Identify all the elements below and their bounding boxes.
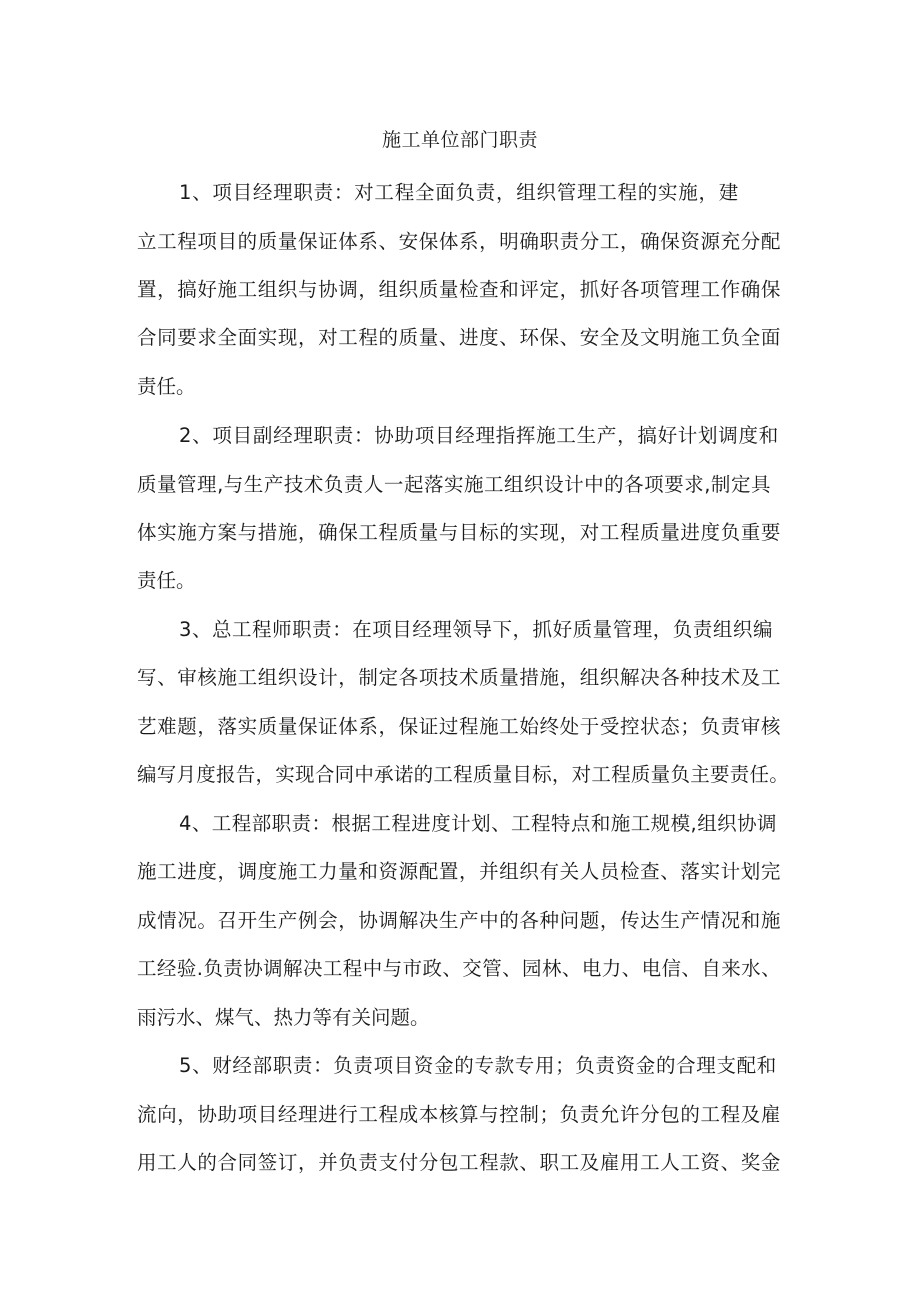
text-line: 质量管理,与生产技术负责人一起落实施工组织设计中的各项要求,制定具 <box>137 473 771 496</box>
text-line: 雨污水、煤气、热力等有关问题。 <box>137 1006 430 1029</box>
text-line: 流向，协助项目经理进行工程成本核算与控制；负责允许分包的工程及雇 <box>137 1103 782 1126</box>
text-line: 用工人的合同签订，并负责支付分包工程款、职工及雇用工人工资、奖金 <box>137 1151 782 1174</box>
text-line: 4、工程部职责：根据工程进度计划、工程特点和施工规模,组织协调 <box>179 812 777 835</box>
text-line: 施工进度，调度施工力量和资源配置，并组织有关人员检查、落实计划完 <box>137 860 782 883</box>
document-title: 施工单位部门职责 <box>381 129 538 151</box>
text-line: 编写月度报告，实现合同中承诺的工程质量目标，对工程质量负主要责任。 <box>137 763 789 786</box>
text-line: 1、项目经理职责：对工程全面负责，组织管理工程的实施，建 <box>179 181 739 204</box>
text-line: 艺难题，落实质量保证体系，保证过程施工始终处于受控状态；负责审核 <box>137 715 782 738</box>
text-line: 责任。 <box>137 375 196 398</box>
text-line: 立工程项目的质量保证体系、安保体系，明确职责分工，确保资源充分配 <box>137 230 782 253</box>
text-line: 合同要求全面实现，对工程的质量、进度、环保、安全及文明施工负全面 <box>137 326 782 349</box>
text-line: 责任。 <box>137 569 196 592</box>
text-line: 5、财经部职责：负责项目资金的专款专用；负责资金的合理支配和 <box>179 1054 777 1077</box>
text-line: 写、审核施工组织设计，制定各项技术质量措施，组织解决各种技术及工 <box>137 666 782 689</box>
text-line: 体实施方案与措施，确保工程质量与目标的实现，对工程质量进度负重要 <box>137 521 782 544</box>
text-line: 成情况。召开生产例会，协调解决生产中的各种问题，传达生产情况和施 <box>137 909 782 932</box>
text-line: 2、项目副经理职责：协助项目经理指挥施工生产，搞好计划调度和 <box>179 424 779 447</box>
text-line: 工经验.负责协调解决工程中与市政、交管、园林、电力、电信、自来水、 <box>137 957 781 980</box>
text-line: 3、总工程师职责：在项目经理领导下，抓好质量管理，负责组织编 <box>179 618 773 641</box>
text-line: 置，搞好施工组织与协调，组织质量检查和评定，抓好各项管理工作确保 <box>137 278 782 301</box>
